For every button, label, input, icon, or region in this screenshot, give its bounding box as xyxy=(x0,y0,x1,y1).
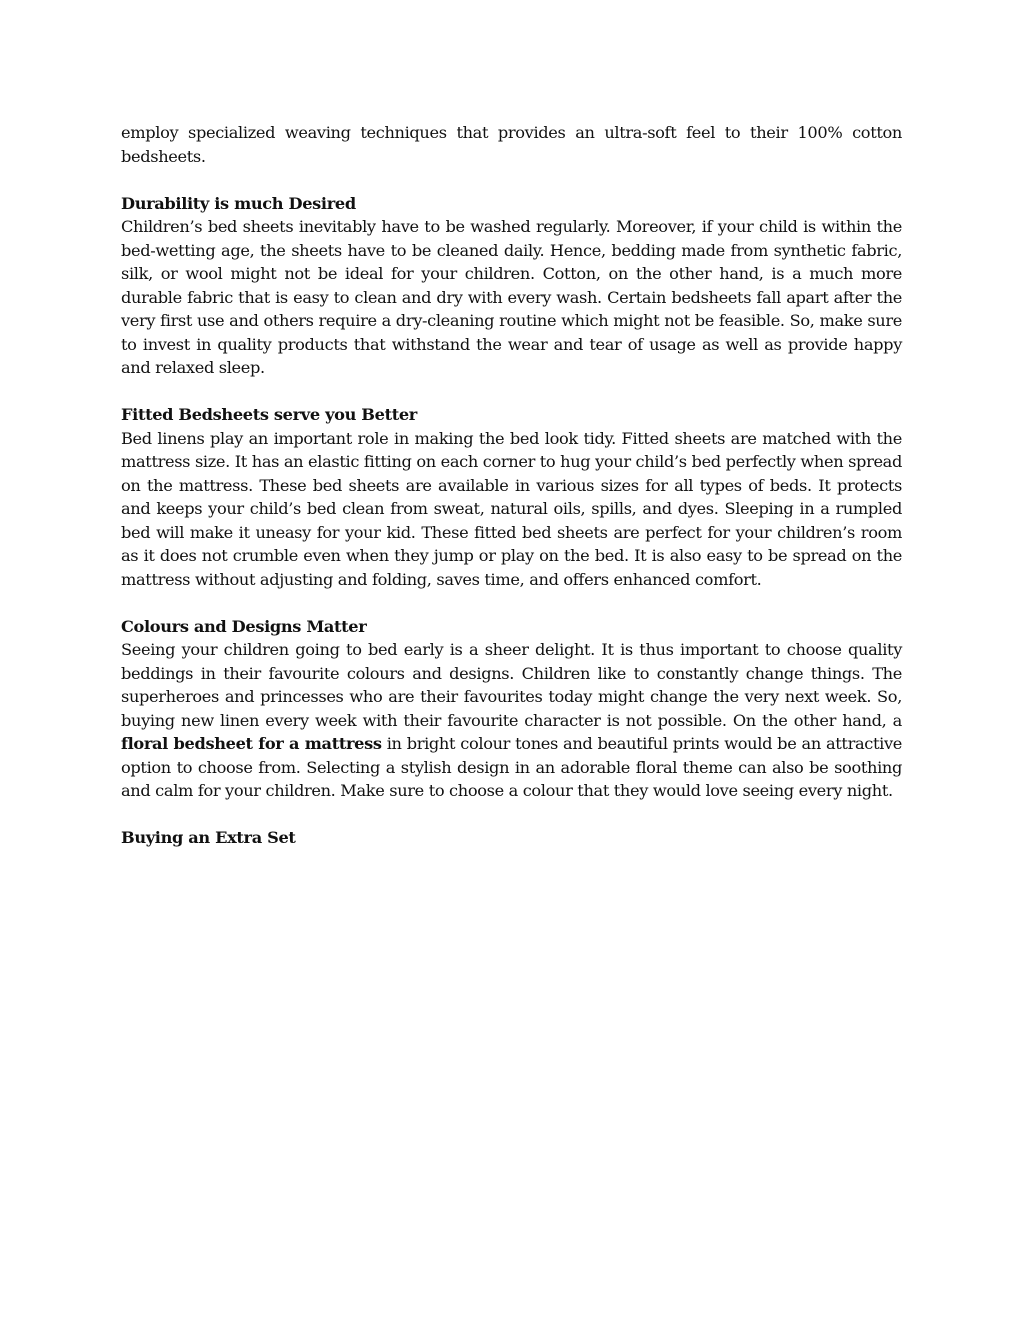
section-extra-set xyxy=(121,826,902,850)
section-colours-designs xyxy=(121,615,902,803)
section-heading: Colours and Designs Matter xyxy=(121,616,367,636)
section-body xyxy=(121,638,902,803)
body-text-after: in bright colour tones and beautiful prints would be an attractive option to choose from. Selecting a stylish design in an adorable floral theme can also be soothing and calm for your children. Make sure to choose a colour that they would love seeing every night. xyxy=(121,734,903,800)
section-body: Bed linens play an important role in making the bed look tidy. Fitted sheets are matched with the mattress size. It has an elastic fitting on each corner to hug your child’s bed perfectly when spread on the mattress. These bed sheets are available in various sizes for all types of beds. It protects and keeps your child’s bed clean from sweat, natural oils, spills, and dyes. Sleeping in a rumpled bed will make it uneasy for your kid. These fitted bed sheets are perfect for your children’s room as it does not crumble even when they jump or play on the bed. It is also easy to be spread on the mattress without adjusting and folding, saves time, and offers enhanced comfort. xyxy=(121,428,902,589)
section-heading: Buying an Extra Set xyxy=(121,828,296,847)
intro-paragraph: employ specialized weaving techniques that provides an ultra-soft feel to their 100% cotton bedsheets. xyxy=(121,123,902,166)
section-heading: Durability is much Desired xyxy=(121,193,356,213)
section-body: Children’s bed sheets inevitably have to be washed regularly. Moreover, if your child is within the bed-wetting age, the sheets have to be cleaned daily. Hence, bedding made from synthetic fabric, silk, or wool might not be ideal for your children. Cotton, on the other hand, is a much more durable fabric that is easy to clean and dry with every wash. Certain bedsheets fall apart after the very first use and others require a dry-cleaning routine which might not be feasible. So, make sure to invest in quality products that withstand the wear and tear of usage as well as provide happy and relaxed sleep. xyxy=(121,217,902,377)
body-text-before: Seeing your children going to bed early is a sheer delight. It is thus important to choose quality beddings in their favourite colours and designs. Children like to constantly change things. The superheroes and princesses who are their favourites today might change the very next week. So, buying new linen every week with their favourite character is not possible. On the other hand, a xyxy=(121,640,902,730)
section-fitted-bedsheets xyxy=(121,403,902,591)
section-durability xyxy=(121,192,902,380)
floral-bedsheet-keyword: floral bedsheet for a mattress xyxy=(121,734,382,753)
section-heading: Fitted Bedsheets serve you Better xyxy=(121,405,417,424)
document-page xyxy=(121,121,902,850)
